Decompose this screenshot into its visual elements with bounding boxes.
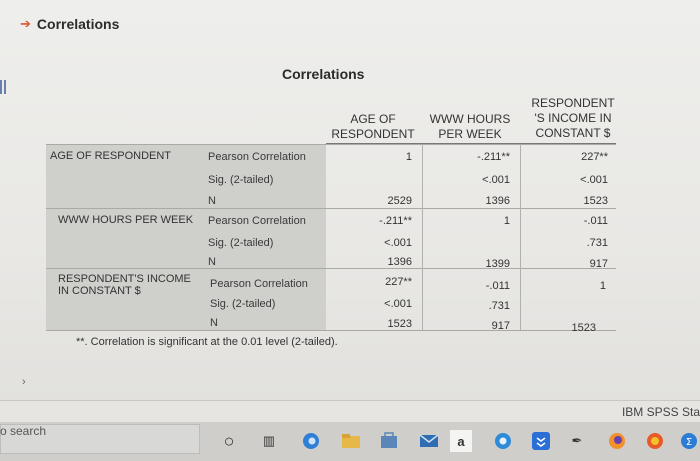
stat-label: Sig. (2-tailed) (210, 298, 276, 310)
table-cell[interactable]: 917 (589, 258, 608, 270)
grid-line (46, 268, 616, 269)
table-cell[interactable]: 227** (581, 151, 608, 163)
column-header-income: RESPONDENT 'S INCOME IN CONSTANT $ (531, 96, 615, 140)
stat-label: Pearson Correlation (208, 151, 306, 163)
grid-line (46, 330, 616, 331)
table-cell[interactable]: <.001 (580, 174, 608, 186)
expand-chevron-icon[interactable]: › (22, 376, 26, 388)
cortana-icon[interactable]: ○ (223, 430, 235, 451)
table-cell[interactable]: 1523 (583, 195, 608, 207)
table-cell[interactable]: -.211** (477, 151, 510, 163)
app-status-name: IBM SPSS Sta (621, 405, 700, 419)
mail-icon[interactable] (418, 430, 440, 452)
edge-icon[interactable] (300, 430, 322, 452)
table-footnote: **. Correlation is significant at the 0.01 level (2-tailed). (76, 336, 338, 348)
row-label-www-hours: WWW HOURS PER WEEK (58, 214, 194, 226)
store-icon[interactable] (378, 430, 400, 452)
table-cell[interactable]: 1396 (485, 195, 510, 207)
table-cell[interactable]: <.001 (384, 298, 412, 310)
column-header-age: AGE OF RESPONDENT (331, 112, 415, 141)
table-cell[interactable]: 1523 (571, 322, 596, 334)
svg-text:Σ: Σ (685, 437, 693, 448)
table-cell[interactable]: 917 (491, 320, 510, 332)
stat-label: Pearson Correlation (210, 278, 308, 290)
table-cell[interactable]: 2529 (387, 195, 412, 207)
dropbox-icon[interactable] (530, 430, 552, 452)
firefox-icon[interactable] (606, 430, 628, 452)
grid-line (46, 144, 616, 145)
status-bar (0, 400, 700, 422)
table-cell[interactable]: 1396 (387, 256, 412, 268)
task-view-icon[interactable]: ▥ (262, 433, 276, 448)
pen-icon[interactable]: ✒ (571, 433, 583, 448)
sigma-icon[interactable] (678, 430, 700, 452)
table-title: Correlations (282, 66, 365, 82)
row-label-age: AGE OF RESPONDENT (50, 150, 172, 162)
stat-label: Sig. (2-tailed) (208, 174, 274, 186)
row-label-income: RESPONDENT'S INCOME IN CONSTANT $ (58, 273, 191, 297)
table-cell[interactable]: 1399 (485, 258, 510, 270)
table-cell[interactable]: <.001 (482, 174, 510, 186)
table-cell[interactable]: 1 (405, 151, 412, 163)
column-header-www-hours: WWW HOURS PER WEEK (429, 112, 511, 141)
file-explorer-icon[interactable] (340, 430, 362, 452)
outline-title: Correlations (36, 16, 120, 32)
table-cell[interactable]: -.211** (379, 215, 412, 227)
table-cell[interactable]: 1 (503, 215, 510, 227)
stat-label: N (210, 317, 218, 329)
grid-line (520, 144, 521, 330)
stat-label: Sig. (2-tailed) (208, 237, 274, 249)
splitter-handle[interactable] (0, 80, 6, 94)
table-cell[interactable]: 1 (599, 280, 606, 292)
table-cell[interactable]: -.011 (485, 280, 510, 292)
row-label-column (46, 144, 326, 330)
table-cell[interactable]: -.011 (583, 215, 608, 227)
settings-icon[interactable] (644, 430, 666, 452)
search-placeholder: o search (0, 424, 47, 438)
table-cell[interactable]: 227** (385, 276, 412, 288)
stat-label: N (208, 195, 216, 207)
table-cell[interactable]: .731 (488, 300, 510, 312)
stat-label: N (208, 256, 216, 268)
stat-label: Pearson Correlation (208, 215, 306, 227)
chrome-icon[interactable] (492, 430, 514, 452)
arrow-icon: ➔ (20, 16, 31, 31)
grid-line (422, 144, 423, 330)
outline-heading[interactable] (20, 16, 119, 32)
table-cell[interactable]: .731 (586, 237, 608, 249)
table-cell[interactable]: 1523 (387, 318, 412, 330)
grid-line (46, 208, 616, 209)
amazon-icon[interactable]: a (450, 430, 472, 452)
table-cell[interactable]: <.001 (384, 237, 412, 249)
